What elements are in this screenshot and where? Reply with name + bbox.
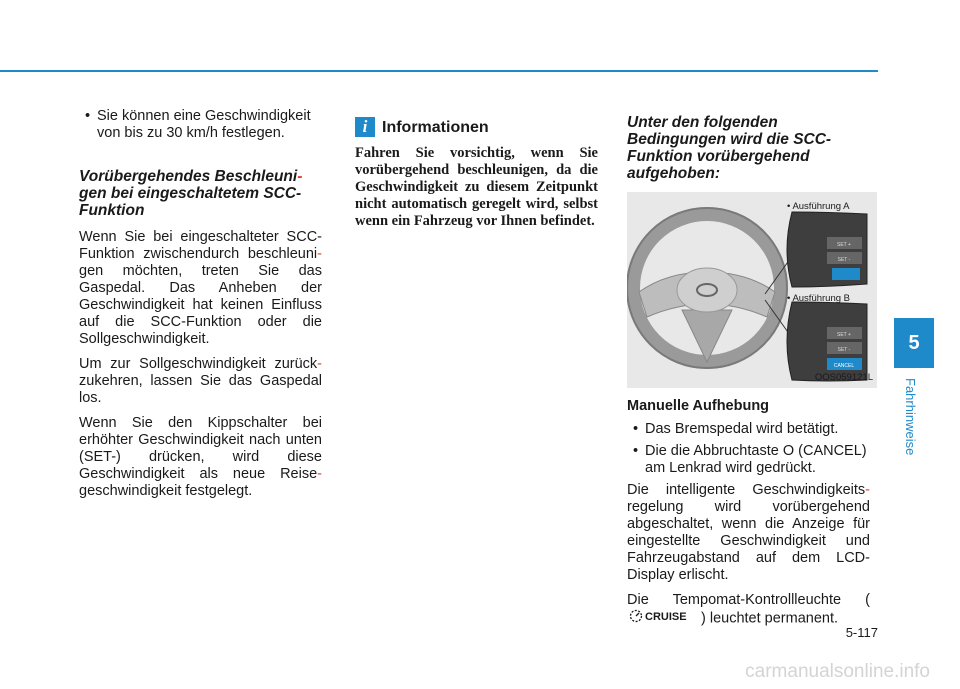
chapter-label: Fahrhinweise <box>903 378 918 456</box>
info-body: Fahren Sie vorsichtig, wenn Sie vorübergehend beschleunigen, da die Geschwindigkeit zu diesem Zeitpunkt nicht automatisch geregelt wird, selbst wenn ein Fahrzeug vor Ihnen befindet. <box>355 145 598 229</box>
info-icon: i <box>355 117 375 137</box>
list-item: • Sie können eine Geschwindigkeit von bis zu 30 km/h festlegen. <box>79 108 322 142</box>
section-heading: Vorübergehendes Beschleuni- gen bei eingeschaltetem SCC-Funktion <box>79 168 303 219</box>
paragraph: Die Tempomat-Kontrollleuchte ( CRUISE ) leuchtet permanent. <box>627 592 870 627</box>
chapter-tab: 5 <box>894 318 934 368</box>
cruise-indicator-icon <box>629 609 699 628</box>
page-number: 5-117 <box>845 625 878 640</box>
paragraph: Wenn Sie bei eingeschalteter SCC-Funktion zwischendurch beschleuni- gen möchten, treten Sie das Gaspedal. Das Anheben der Geschwindigkeit hat keinen Einfluss auf die SCC-Funktion oder die Sollgeschwindigkeit. <box>79 229 322 347</box>
info-title: Informationen <box>382 118 489 136</box>
column-left <box>79 108 322 508</box>
button-label-set-minus-b: SET - <box>837 347 851 353</box>
cruise-icon-label: CRUISE <box>645 611 687 623</box>
figure-label-a: • Ausführung A <box>787 201 850 212</box>
info-box-header <box>355 117 598 137</box>
button-label-cancel-b: CANCEL <box>833 363 855 369</box>
list-item: • Das Bremspedal wird betätigt. <box>627 421 870 438</box>
paragraph: Die intelligente Geschwindigkeits- regelung wird vorübergehend abgeschaltet, wenn die Anzeige für eingestellte Geschwindigkeit und Fahrzeugabstand auf dem LCD-Display erlischt. <box>627 482 870 583</box>
figure-code: OOS059121L <box>814 372 873 383</box>
button-label-set-minus-a: SET - <box>837 257 851 263</box>
paragraph: Um zur Sollgeschwindigkeit zurück- zukehren, lassen Sie das Gaspedal los. <box>79 356 322 406</box>
button-label-set-plus-a: SET + <box>837 242 851 248</box>
subheading: Manuelle Aufhebung <box>627 398 770 414</box>
watermark: carmanualsonline.info <box>745 661 930 682</box>
header-rule <box>0 70 878 72</box>
section-heading: Unter den folgenden Bedingungen wird die SCC-Funktion vorübergehend aufgehoben: <box>627 114 832 182</box>
steering-wheel-figure <box>627 192 877 388</box>
paragraph: Wenn Sie den Kippschalter bei erhöhter Geschwindigkeit nach unten (SET-) drücken, wird diese Geschwindigkeit als neue Reise- geschwindigkeit festgelegt. <box>79 415 322 499</box>
column-middle <box>355 117 598 230</box>
button-label-set-plus-b: SET + <box>837 332 851 338</box>
list-item: • Die die Abbruchtaste O (CANCEL) am Lenkrad wird gedrückt. <box>627 443 870 477</box>
column-right <box>627 114 873 636</box>
figure-label-b: • Ausführung B <box>787 293 851 304</box>
